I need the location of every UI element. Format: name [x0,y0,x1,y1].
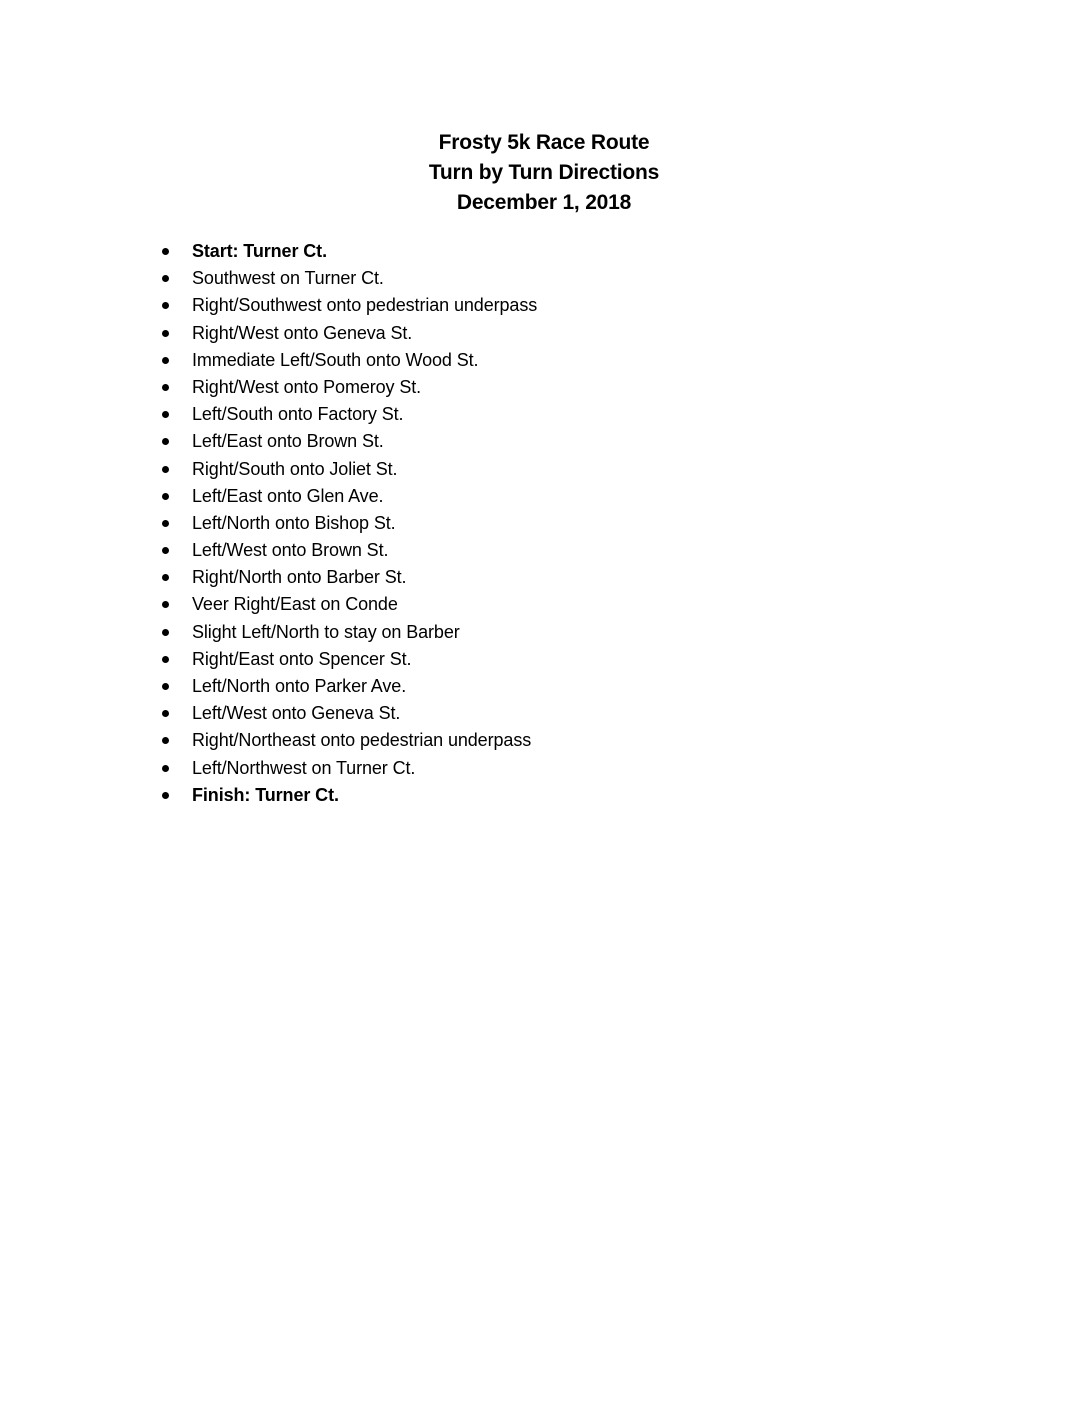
direction-item [160,483,537,510]
direction-item [160,292,537,319]
bullet-icon [162,574,169,581]
direction-text: Left/West onto Geneva St. [192,703,401,724]
bullet-icon [162,792,169,799]
document-header [0,128,1088,218]
direction-item [160,700,537,727]
bullet-icon [162,710,169,717]
direction-item [160,456,537,483]
direction-text: Right/South onto Joliet St. [192,458,398,479]
direction-text: Left/South onto Factory St. [192,404,404,425]
bullet-icon [162,411,169,418]
bullet-icon [162,629,169,636]
bullet-icon [162,683,169,690]
direction-item [160,591,537,618]
direction-text: Right/East onto Spencer St. [192,648,412,669]
direction-item [160,347,537,374]
bullet-icon [162,601,169,608]
bullet-icon [162,248,169,255]
direction-item [160,537,537,564]
document-subtitle: Turn by Turn Directions [428,161,660,184]
direction-item [160,401,537,428]
bullet-icon [162,765,169,772]
direction-text: Right/West onto Geneva St. [192,322,413,343]
direction-text: Left/East onto Brown St. [192,431,384,452]
direction-item [160,320,537,347]
direction-text: Slight Left/North to stay on Barber [192,621,460,642]
bullet-icon [162,384,169,391]
bullet-icon [162,547,169,554]
direction-text: Right/North onto Barber St. [192,567,407,588]
direction-item [160,265,537,292]
bullet-icon [162,438,169,445]
bullet-icon [162,520,169,527]
direction-text: Right/West onto Pomeroy St. [192,376,422,397]
direction-text: Immediate Left/South onto Wood St. [192,349,479,370]
bullet-icon [162,656,169,663]
direction-text: Left/East onto Glen Ave. [192,485,384,506]
direction-item [160,564,537,591]
document-date: December 1, 2018 [456,191,632,214]
direction-item [160,374,537,401]
direction-item [160,510,537,537]
direction-item [160,428,537,455]
document-title: Frosty 5k Race Route [438,131,650,154]
direction-text: Veer Right/East on Conde [192,594,398,615]
direction-item [160,646,537,673]
direction-item [160,755,537,782]
direction-text: Finish: Turner Ct. [192,784,339,805]
bullet-icon [162,466,169,473]
direction-item [160,238,537,265]
direction-item [160,673,537,700]
direction-text: Right/Northeast onto pedestrian underpass [192,730,532,751]
bullet-icon [162,357,169,364]
bullet-icon [162,330,169,337]
direction-item [160,782,537,809]
bullet-icon [162,737,169,744]
direction-text: Right/Southwest onto pedestrian underpass [192,295,538,316]
direction-text: Left/West onto Brown St. [192,540,389,561]
direction-item [160,619,537,646]
directions-list [160,238,537,809]
bullet-icon [162,493,169,500]
direction-text: Left/North onto Bishop St. [192,512,396,533]
direction-text: Left/North onto Parker Ave. [192,676,407,696]
direction-text: Southwest on Turner Ct. [192,268,384,289]
direction-item [160,727,537,754]
bullet-icon [162,302,169,309]
direction-text: Left/Northwest on Turner Ct. [192,757,416,778]
bullet-icon [162,275,169,282]
direction-text: Start: Turner Ct. [192,241,327,261]
